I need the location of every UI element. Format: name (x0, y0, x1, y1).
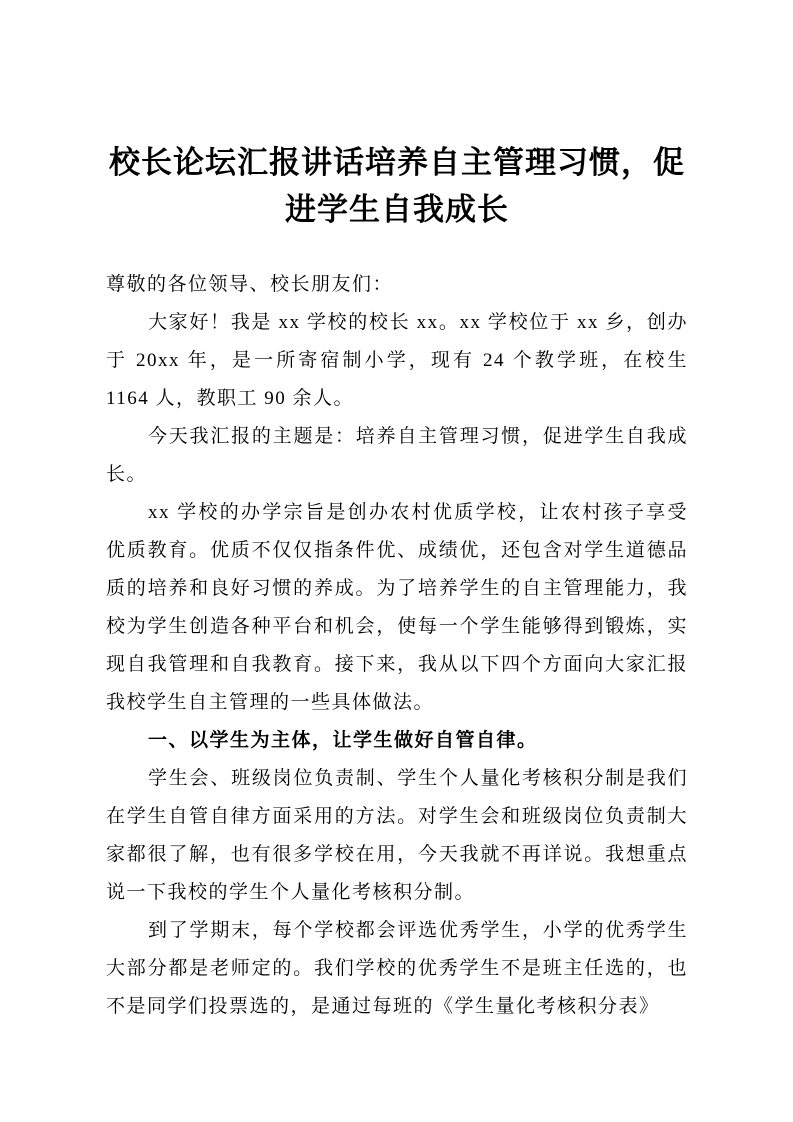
paragraph-student-evaluation: 到了学期末，每个学校都会评选优秀学生，小学的优秀学生大部分都是老师定的。我们学校的优秀学生不是班主任选的，也不是同学们投票选的，是通过每班的《学生量化考核积分表》 (106, 920, 688, 1017)
paragraph-report-theme: 今天我汇报的主题是：培养自主管理习惯，促进学生自我成长。 (106, 426, 688, 485)
document-title: 校长论坛汇报讲话培养自主管理习惯，促进学生自我成长 (109, 145, 685, 227)
paragraph-salutation: 尊敬的各位领导、校长朋友们： (106, 274, 394, 295)
paragraph-self-discipline-methods: 学生会、班级岗位负责制、学生个人量化考核积分制是我们在学生自管自律方面采用的方法。对学生会和班级岗位负责制大家都很了解，也有很多学校在用，今天我就不再详说。我想重点说一下我校的学生个人量化考核积分制。 (106, 768, 688, 903)
paragraph-introduction: 大家好！我是 xx 学校的校长 xx。xx 学校位于 xx 乡，创办于 20xx 年，是一所寄宿制小学，现有 24 个教学班，在校生 1164 人，教职工 90 余人。 (106, 312, 688, 409)
document-content (106, 0, 688, 1026)
section-heading-1: 一、以学生为主体，让学生做好自管自律。 (148, 730, 538, 751)
paragraph-school-mission: xx 学校的办学宗旨是创办农村优质学校，让农村孩子享受优质教育。优质不仅仅指条件优、成绩优，还包含对学生道德品质的培养和良好习惯的养成。为了培养学生的自主管理能力，我校为学生创造各种平台和机会，使每一个学生能够得到锻炼，实现自我管理和自我教育。接下来，我从以下四个方面向大家汇报我校学生自主管理的一些具体做法。 (106, 502, 688, 713)
document-body (106, 266, 688, 1026)
